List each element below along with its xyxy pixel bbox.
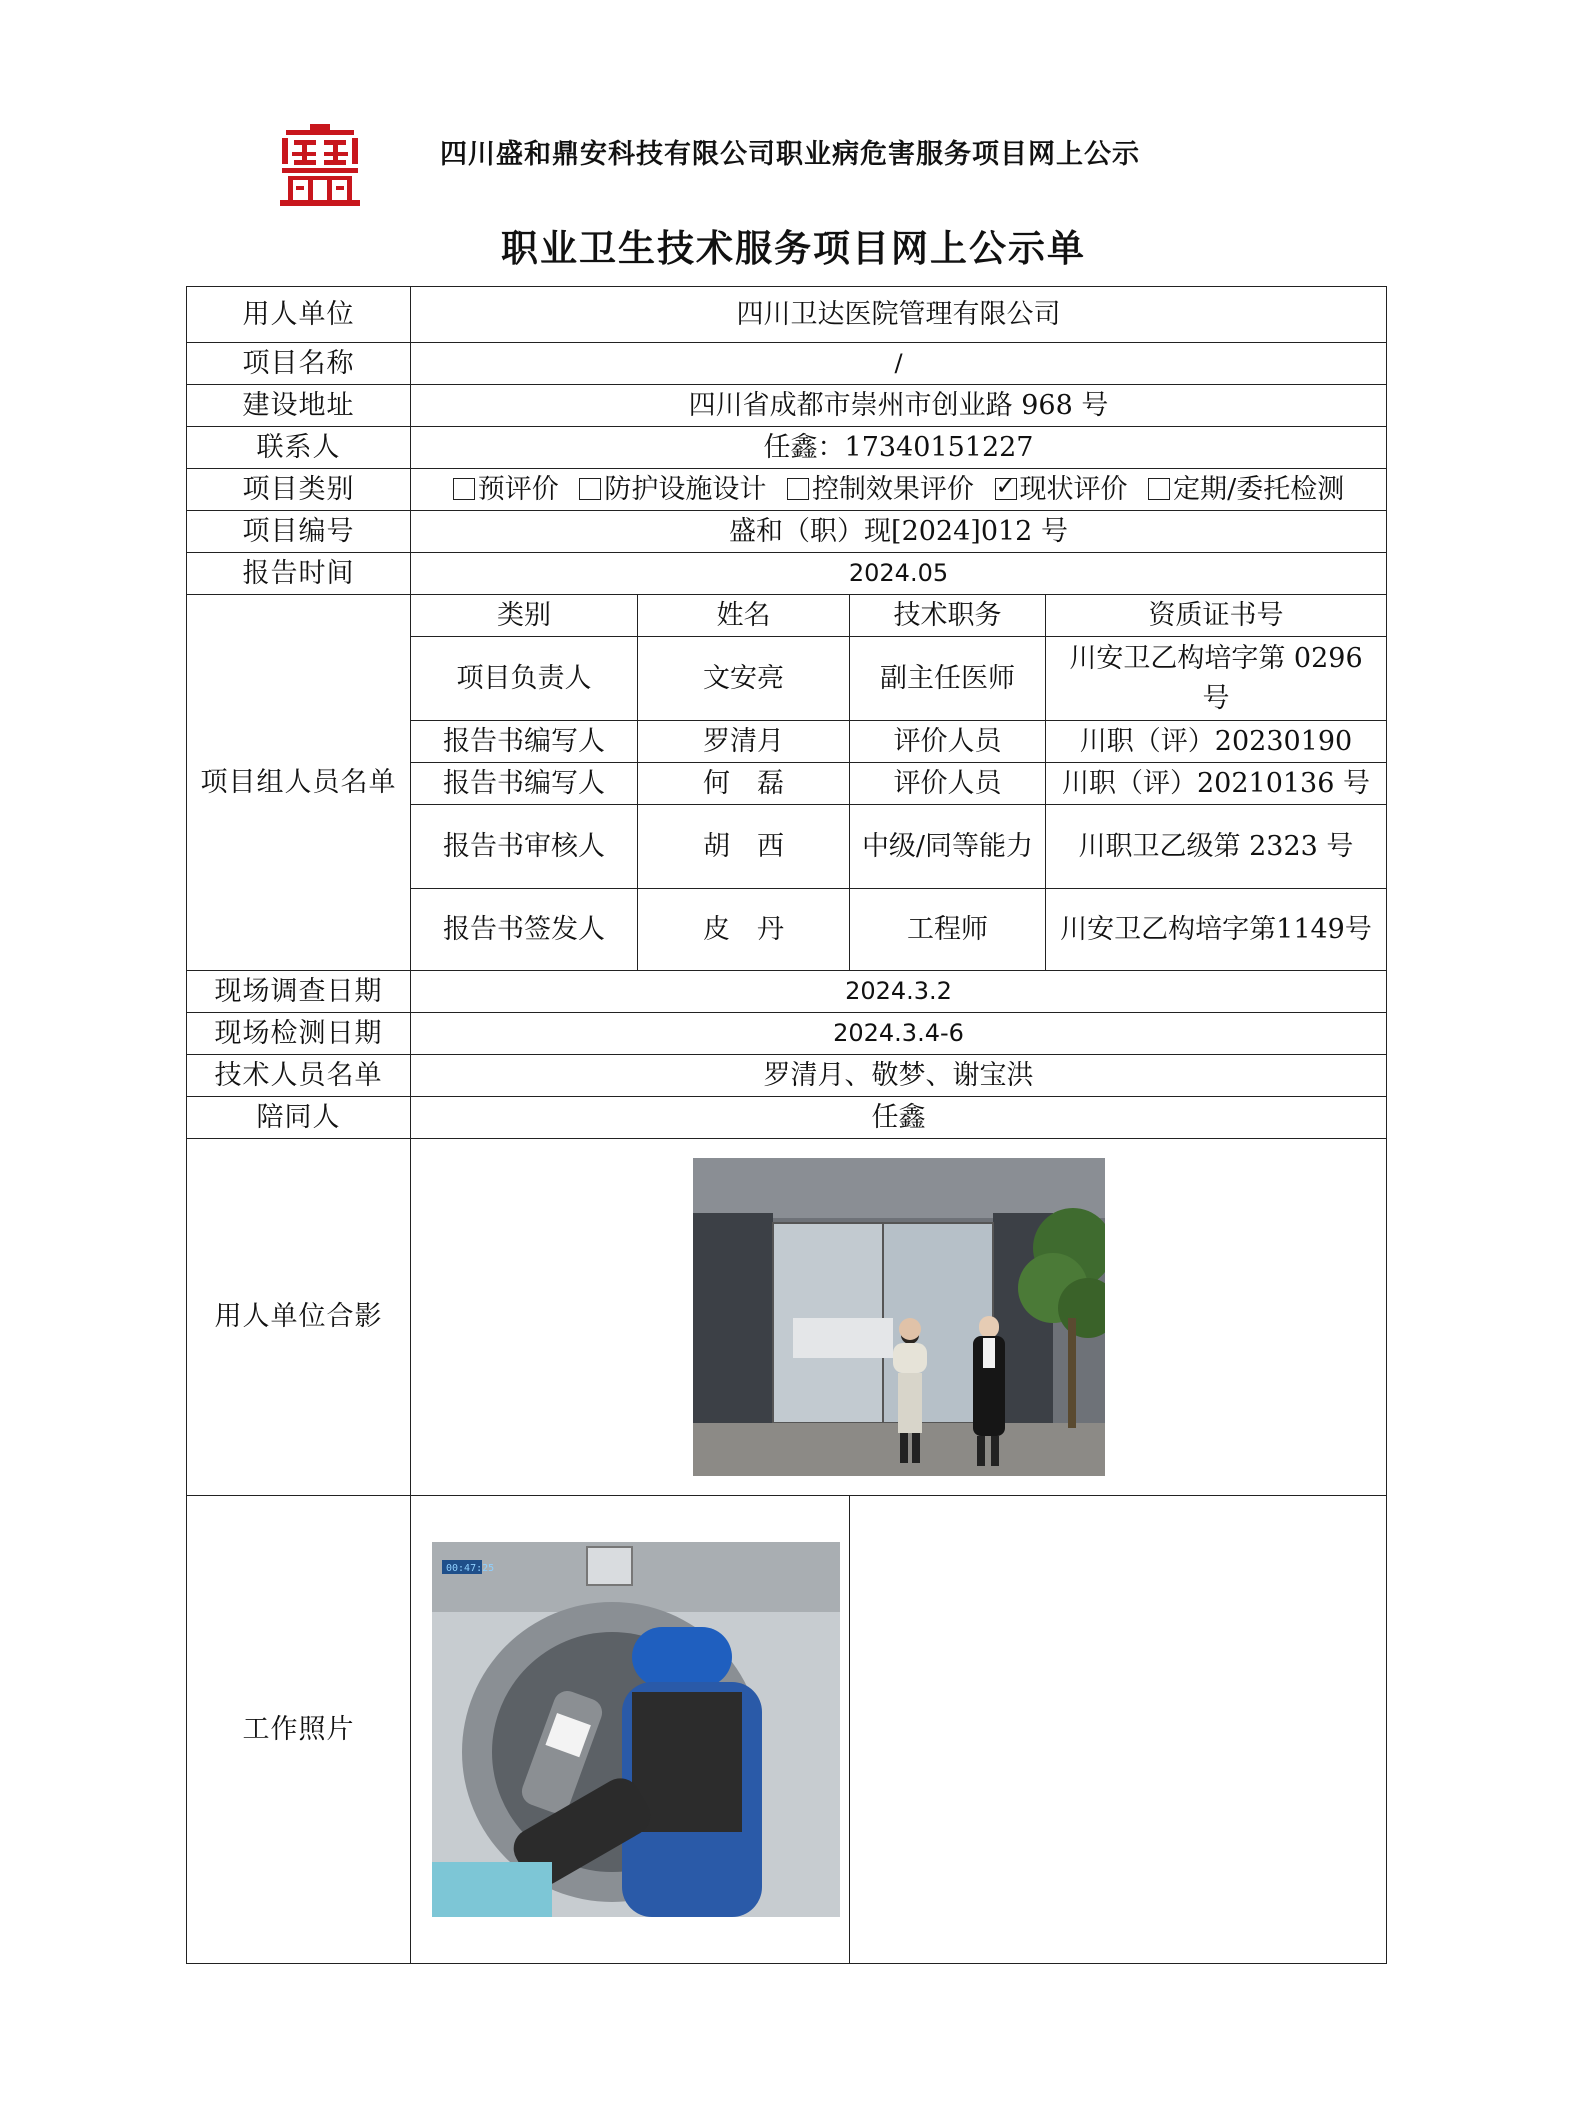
team-title: 中级/同等能力 — [850, 805, 1046, 889]
employer-label: 用人单位 — [187, 287, 411, 343]
category-option-label: 现状评价 — [1019, 473, 1128, 505]
row-employer — [187, 287, 1387, 343]
category-option[interactable] — [453, 474, 559, 505]
category-option[interactable] — [579, 474, 766, 505]
team-header-cert: 资质证书号 — [1046, 595, 1387, 637]
team-name: 何 磊 — [638, 763, 850, 805]
survey-date-value: 2024.3.2 — [411, 971, 1387, 1013]
team-cert: 川安卫乙构培字第 0296 号 — [1046, 637, 1387, 721]
project-name-value: / — [411, 343, 1387, 385]
category-option-label: 定期/委托检测 — [1173, 473, 1345, 505]
checkbox-icon[interactable] — [579, 478, 601, 500]
row-test-date — [187, 1013, 1387, 1055]
work-photo-cell — [411, 1496, 850, 1964]
project-no-label: 项目编号 — [187, 511, 411, 553]
checkbox-icon[interactable] — [1148, 478, 1170, 500]
team-header-row — [187, 595, 1387, 637]
category-option-label: 预评价 — [477, 473, 559, 505]
contact-label: 联系人 — [187, 427, 411, 469]
category-option[interactable] — [1148, 474, 1344, 505]
category-option-label: 防护设施设计 — [604, 473, 767, 505]
tech-staff-value: 罗清月、敬梦、谢宝洪 — [411, 1055, 1387, 1097]
row-project-name — [187, 343, 1387, 385]
row-contact — [187, 427, 1387, 469]
team-role: 报告书编写人 — [411, 763, 638, 805]
group-photo — [693, 1158, 1105, 1476]
report-time-value: 2024.05 — [411, 553, 1387, 595]
row-tech-staff — [187, 1055, 1387, 1097]
row-work-photo — [187, 1496, 1387, 1964]
employer-value: 四川卫达医院管理有限公司 — [411, 287, 1387, 343]
notice-table — [186, 286, 1387, 1964]
team-title: 副主任医师 — [850, 637, 1046, 721]
work-photo-empty-cell — [850, 1496, 1387, 1964]
checkbox-icon[interactable] — [787, 478, 809, 500]
company-notice: 四川盛和鼎安科技有限公司职业病危害服务项目网上公示 — [440, 139, 1140, 170]
category-options — [411, 469, 1387, 511]
row-project-no — [187, 511, 1387, 553]
category-label: 项目类别 — [187, 469, 411, 511]
team-name: 胡 西 — [638, 805, 850, 889]
row-report-time — [187, 553, 1387, 595]
team-title: 评价人员 — [850, 721, 1046, 763]
team-cert: 川职卫乙级第 2323 号 — [1046, 805, 1387, 889]
tech-staff-label: 技术人员名单 — [187, 1055, 411, 1097]
team-name: 罗清月 — [638, 721, 850, 763]
team-header-role: 类别 — [411, 595, 638, 637]
test-date-value: 2024.3.4-6 — [411, 1013, 1387, 1055]
accompany-value: 任鑫 — [411, 1097, 1387, 1139]
team-role: 报告书签发人 — [411, 889, 638, 971]
team-name: 皮 丹 — [638, 889, 850, 971]
group-photo-cell — [411, 1139, 1387, 1496]
team-role: 报告书编写人 — [411, 721, 638, 763]
team-cert: 川职（评）20230190 — [1046, 721, 1387, 763]
checkbox-icon[interactable] — [453, 478, 475, 500]
svg-text:00:47:25: 00:47:25 — [446, 1563, 495, 1574]
row-address — [187, 385, 1387, 427]
category-option-label: 控制效果评价 — [811, 473, 974, 505]
project-no-value: 盛和（职）现[2024]012 号 — [411, 511, 1387, 553]
survey-date-label: 现场调查日期 — [187, 971, 411, 1013]
project-name-label: 项目名称 — [187, 343, 411, 385]
team-cert: 川安卫乙构培字第1149号 — [1046, 889, 1387, 971]
team-header-name: 姓名 — [638, 595, 850, 637]
category-option[interactable] — [787, 474, 974, 505]
checked-checkbox-icon[interactable] — [995, 478, 1017, 500]
team-label: 项目组人员名单 — [187, 595, 411, 971]
team-title: 评价人员 — [850, 763, 1046, 805]
page-header — [280, 118, 1380, 218]
work-photo-label: 工作照片 — [187, 1496, 411, 1964]
address-value: 四川省成都市崇州市创业路 968 号 — [411, 385, 1387, 427]
row-category — [187, 469, 1387, 511]
team-cert: 川职（评）20210136 号 — [1046, 763, 1387, 805]
address-label: 建设地址 — [187, 385, 411, 427]
row-group-photo — [187, 1139, 1387, 1496]
contact-value: 任鑫：17340151227 — [411, 427, 1387, 469]
accompany-label: 陪同人 — [187, 1097, 411, 1139]
test-date-label: 现场检测日期 — [187, 1013, 411, 1055]
category-option[interactable] — [995, 474, 1128, 505]
team-name: 文安亮 — [638, 637, 850, 721]
work-photo — [432, 1542, 840, 1917]
team-role: 报告书审核人 — [411, 805, 638, 889]
company-logo — [280, 124, 360, 206]
group-photo-label: 用人单位合影 — [187, 1139, 411, 1496]
report-time-label: 报告时间 — [187, 553, 411, 595]
team-role: 项目负责人 — [411, 637, 638, 721]
document-title: 职业卫生技术服务项目网上公示单 — [501, 226, 1086, 270]
row-survey-date — [187, 971, 1387, 1013]
row-accompany — [187, 1097, 1387, 1139]
team-header-title: 技术职务 — [850, 595, 1046, 637]
team-title: 工程师 — [850, 889, 1046, 971]
